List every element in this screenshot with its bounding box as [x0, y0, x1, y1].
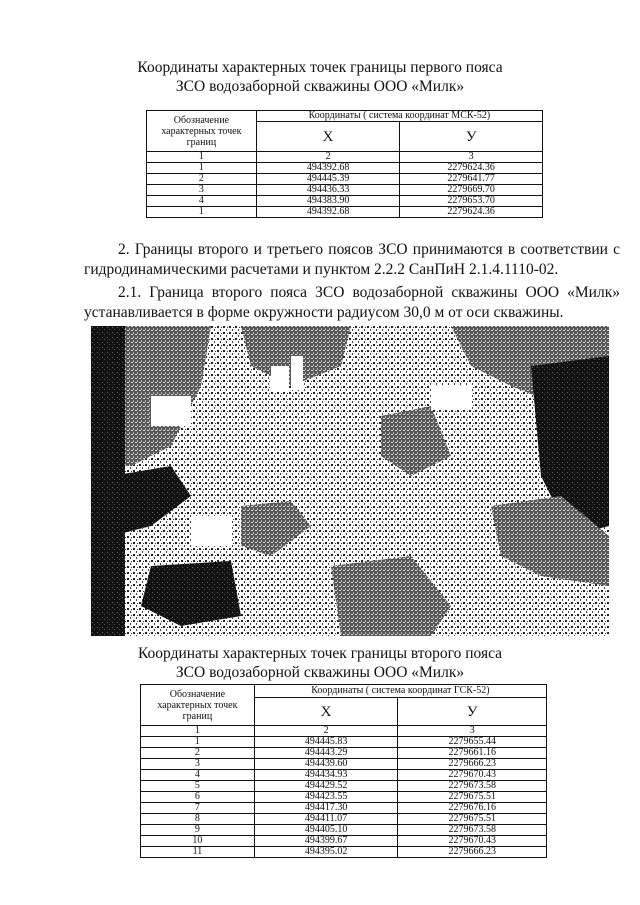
paragraph-1-text: 2. Границы второго и третьего поясов ЗСО принимаются в соответствии с гидродинамическими расчетами и пунктом 2.2.2 СанПиН 2.1.4.1110-02.: [84, 241, 620, 278]
cell-x: 494445.83: [254, 737, 398, 748]
cell-point: 4: [141, 770, 255, 781]
cell-point: 11: [141, 847, 255, 858]
table-row: [141, 770, 547, 781]
table-row: [147, 207, 543, 218]
cell-x: 494405.10: [254, 825, 398, 836]
cell-y: 2279641.77: [400, 174, 543, 185]
cell-y: 2279653.70: [400, 196, 543, 207]
table-row: [147, 163, 543, 174]
table1-colnum: 1: [147, 152, 257, 163]
table2-header-coords: Координаты ( система координат ГСК-52): [254, 685, 546, 698]
table2-title-line1: Координаты характерных точек границы второго пояса: [137, 645, 503, 662]
table2-colnum: 1: [141, 726, 255, 737]
aerial-photo: [91, 326, 609, 636]
cell-point: 1: [147, 207, 257, 218]
cell-x: 494392.68: [256, 207, 400, 218]
cell-x: 494429.52: [254, 781, 398, 792]
cell-x: 494423.55: [254, 792, 398, 803]
cell-point: 1: [141, 737, 255, 748]
cell-x: 494443.29: [254, 748, 398, 759]
table1-title-line1: Координаты характерных точек границы первого пояса: [137, 59, 503, 76]
table2-body: [141, 737, 547, 858]
table1-title-line2: ЗСО водозаборной скважины ООО «Милк»: [175, 78, 465, 95]
table1-header-y: У: [400, 122, 543, 152]
cell-point: 4: [147, 196, 257, 207]
table-row: [141, 759, 547, 770]
cell-x: 494411.07: [254, 814, 398, 825]
paragraph-1: [84, 240, 620, 280]
table-row: [141, 814, 547, 825]
table2-header-y: У: [398, 698, 547, 726]
cell-point: 10: [141, 836, 255, 847]
table2-colnum: 2: [254, 726, 398, 737]
cell-y: 2279675.51: [398, 814, 547, 825]
table1-header-point: Обозначение характерных точек границ: [147, 111, 257, 152]
cell-point: 3: [141, 759, 255, 770]
table-row: [141, 737, 547, 748]
table-row: [141, 792, 547, 803]
cell-x: 494436.33: [256, 185, 400, 196]
cell-point: 2: [147, 174, 257, 185]
cell-x: 494383.90: [256, 196, 400, 207]
cell-y: 2279673.58: [398, 825, 547, 836]
cell-y: 2279676.16: [398, 803, 547, 814]
cell-y: 2279673.58: [398, 781, 547, 792]
cell-x: 494417.30: [254, 803, 398, 814]
cell-x: 494439.60: [254, 759, 398, 770]
table2-title: [0, 644, 640, 682]
cell-y: 2279670.43: [398, 770, 547, 781]
cell-point: 9: [141, 825, 255, 836]
table2-title-line2: ЗСО водозаборной скважины ООО «Милк»: [175, 664, 465, 681]
table-row: [141, 825, 547, 836]
table-row: [147, 185, 543, 196]
cell-point: 3: [147, 185, 257, 196]
cell-y: 2279669.70: [400, 185, 543, 196]
table2-header-x: Х: [254, 698, 398, 726]
table-row: [147, 174, 543, 185]
cell-y: 2279655.44: [398, 737, 547, 748]
cell-point: 6: [141, 792, 255, 803]
cell-point: 1: [147, 163, 257, 174]
table1: [146, 110, 543, 218]
table1-title: [0, 58, 640, 96]
table2: [140, 684, 547, 858]
cell-x: 494434.93: [254, 770, 398, 781]
cell-y: 2279666.23: [398, 847, 547, 858]
table1-body: [147, 163, 543, 218]
table1-colnum: 3: [400, 152, 543, 163]
table2-header-point: Обозначение характерных точек границ: [141, 685, 255, 726]
table-row: [141, 748, 547, 759]
table2-colnum: 3: [398, 726, 547, 737]
table1-colnum: 2: [256, 152, 400, 163]
table-row: [147, 196, 543, 207]
cell-y: 2279675.51: [398, 792, 547, 803]
table1-header-x: Х: [256, 122, 400, 152]
cell-x: 494399.67: [254, 836, 398, 847]
cell-y: 2279666.23: [398, 759, 547, 770]
cell-point: 7: [141, 803, 255, 814]
table-row: [141, 781, 547, 792]
paragraph-2: [84, 283, 620, 323]
paragraph-2-text: 2.1. Граница второго пояса ЗСО водозаборной скважины ООО «Милк» устанавливается в форме окружности радиусом 30,0 м от оси скважины.: [84, 284, 620, 321]
table1-header-coords: Координаты ( система координат МСК-52): [256, 111, 542, 122]
cell-x: 494445.39: [256, 174, 400, 185]
cell-point: 5: [141, 781, 255, 792]
table-row: [141, 847, 547, 858]
table-row: [141, 836, 547, 847]
cell-y: 2279670.43: [398, 836, 547, 847]
cell-point: 2: [141, 748, 255, 759]
cell-x: 494392.68: [256, 163, 400, 174]
cell-x: 494395.02: [254, 847, 398, 858]
cell-y: 2279661.16: [398, 748, 547, 759]
cell-y: 2279624.36: [400, 163, 543, 174]
table-row: [141, 803, 547, 814]
cell-point: 8: [141, 814, 255, 825]
cell-y: 2279624.36: [400, 207, 543, 218]
